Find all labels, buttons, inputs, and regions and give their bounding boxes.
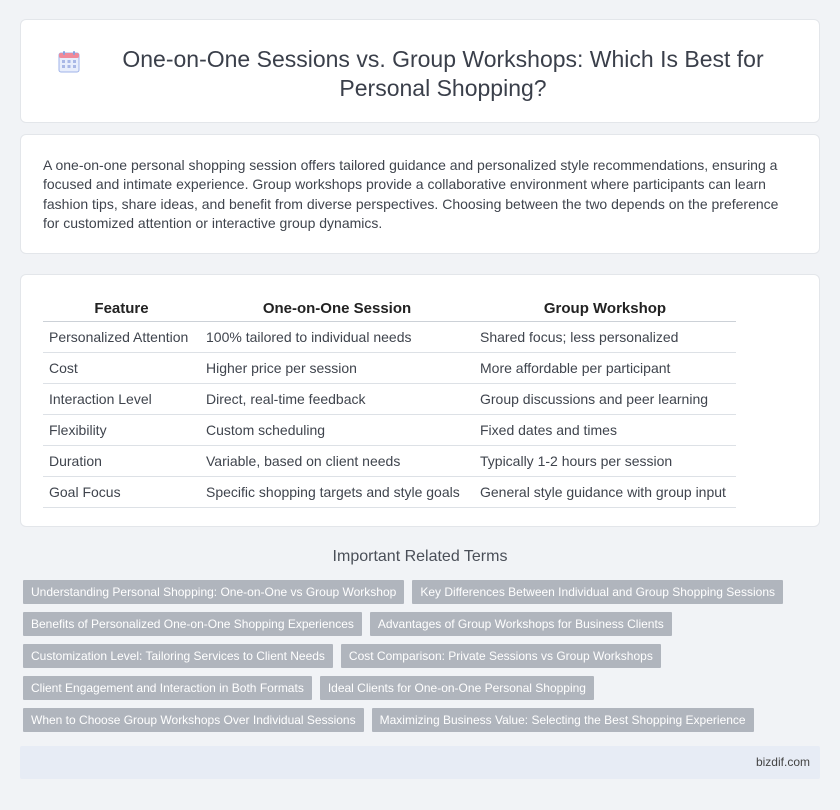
header-group-workshop: Group Workshop [474, 295, 736, 321]
related-term-link[interactable]: Benefits of Personalized One-on-One Shopping Experiences [23, 612, 362, 636]
table-row [43, 352, 736, 383]
table-cell: Shared focus; less personalized [474, 321, 736, 352]
table-row [43, 445, 736, 476]
table-row [43, 476, 736, 507]
related-terms-list [23, 580, 823, 732]
title-row [21, 20, 819, 103]
related-term-link[interactable]: Maximizing Business Value: Selecting the Best Shopping Experience [372, 708, 754, 732]
table-cell: Group discussions and peer learning [474, 383, 736, 414]
page-title: One-on-One Sessions vs. Group Workshops: Which Is Best for Personal Shopping? [122, 46, 764, 101]
related-term-link[interactable]: Key Differences Between Individual and Group Shopping Sessions [412, 580, 783, 604]
table-cell: Custom scheduling [200, 414, 474, 445]
table-cell: Fixed dates and times [474, 414, 736, 445]
table-cell: More affordable per participant [474, 352, 736, 383]
footer-site-link[interactable]: bizdif.com [755, 755, 810, 769]
related-term-link[interactable]: Customization Level: Tailoring Services to Client Needs [23, 644, 333, 668]
related-term-link[interactable]: Advantages of Group Workshops for Business Clients [370, 612, 672, 636]
table-cell: Interaction Level [43, 383, 200, 414]
table-cell: Specific shopping targets and style goals [200, 476, 474, 507]
header-feature: Feature [43, 295, 200, 321]
intro-paragraph: A one-on-one personal shopping session offers tailored guidance and personalized style recommendations, ensuring a focused and intimate experience. Group workshops provide a collaborative environment where participants can learn fashion tips, share ideas, and benefit from diverse perspectives. Choosing between the two depends on the preference for customized attention or interactive group dynamics. [43, 157, 779, 231]
related-terms-heading: Important Related Terms [332, 548, 508, 565]
table-cell: Duration [43, 445, 200, 476]
table-cell: General style guidance with group input [474, 476, 736, 507]
table-row [43, 383, 736, 414]
table-header-row [43, 295, 736, 321]
table-row [43, 321, 736, 352]
table-cell: Typically 1-2 hours per session [474, 445, 736, 476]
table-cell: 100% tailored to individual needs [200, 321, 474, 352]
table-cell: Variable, based on client needs [200, 445, 474, 476]
table-cell: Direct, real-time feedback [200, 383, 474, 414]
related-term-link[interactable]: Understanding Personal Shopping: One-on-One vs Group Workshop [23, 580, 404, 604]
comparison-card [20, 274, 820, 527]
table-row [43, 414, 736, 445]
related-term-link[interactable]: Ideal Clients for One-on-One Personal Shopping [320, 676, 594, 700]
table-cell: Personalized Attention [43, 321, 200, 352]
title-card [20, 19, 820, 123]
header-one-on-one: One-on-One Session [200, 295, 474, 321]
table-cell: Higher price per session [200, 352, 474, 383]
related-term-link[interactable]: Client Engagement and Interaction in Both Formats [23, 676, 312, 700]
related-term-link[interactable]: When to Choose Group Workshops Over Individual Sessions [23, 708, 364, 732]
table-cell: Cost [43, 352, 200, 383]
comparison-table [43, 295, 736, 508]
table-cell: Flexibility [43, 414, 200, 445]
intro-card [20, 134, 820, 254]
related-term-link[interactable]: Cost Comparison: Private Sessions vs Group Workshops [341, 644, 661, 668]
table-cell: Goal Focus [43, 476, 200, 507]
footer-bar [20, 746, 820, 779]
calendar-icon [57, 50, 81, 74]
